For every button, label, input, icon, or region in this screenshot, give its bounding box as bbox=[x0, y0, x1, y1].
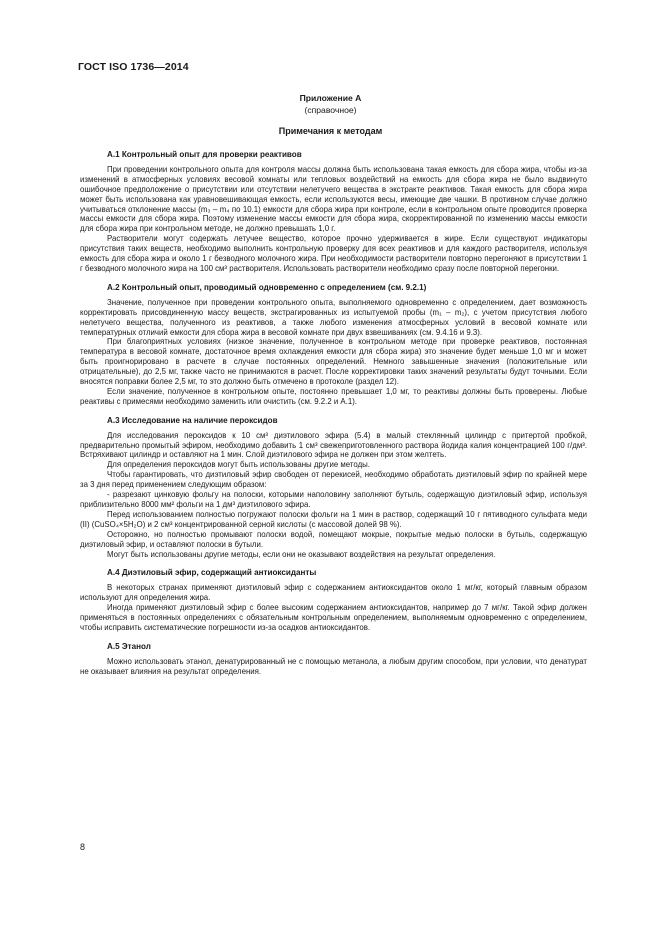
section-heading-a4: А.4 Диэтиловый эфир, содержащий антиоксиданты bbox=[107, 568, 317, 578]
section-heading-a5: А.5 Этанол bbox=[107, 641, 151, 651]
paragraph: Осторожно, но полностью промывают полоски водой, помещают мокрые, покрытые медью полоски в бутыль, содержащую диэтиловый эфир, и оставляют полоски в бутыли. bbox=[80, 529, 587, 549]
annex-title: Приложение А bbox=[299, 93, 362, 103]
paragraph: Значение, полученное при проведении контрольного опыта, выполняемого одновременно с определением, дает возможность корректировать присовдиненную массу веществ, экстрагированных из испытуемой пробы (m₁ – m₂), с учетом присутствия любого нелетучего вещества, полученного из реактивов, а также любого изменения атмосферных условий в весовой комнате или температурных отличий емкости для сбора жира в весовой комнате при двух взвешиваниях (см. 9.4.16 и 9.3). bbox=[80, 297, 587, 337]
paragraph: Могут быть использованы другие методы, если они не оказывают воздействия на результат определения. bbox=[107, 549, 496, 559]
paragraph: В некоторых странах применяют диэтиловый эфир с содержанием антиоксидантов около 1 мг/кг, который главным образом используют для определения жира. bbox=[80, 583, 587, 603]
page-number: 8 bbox=[80, 842, 86, 852]
paragraph: - разрезают цинковую фольгу на полоски, которыми наполовину заполняют бутыль, содержащую диэтиловый эфир, используя приблизительно 8000 мм² фольги на 1 дм³ диэтилового эфира. bbox=[80, 490, 587, 509]
paragraph: При благоприятных условиях (низкое значение, полученное в контрольном методе при проверке реактивов, постоянная температура в весовой комнате, достаточное время охлаждения емкости для сбора жира) это значение будет меньше 1,0 мг и может быть проигнорировано в расчете в случае постоянных определений. Немного завышенные значения (положительные или отрицательные), до 2,5 мг, также часто не принимаются в расчет. После корректировки таких значений результаты будут точными. Если вносятся поправки более 2,5 мг, то это должно быть отмечено в протоколе (раздел 12). bbox=[80, 337, 587, 387]
document-header: ГОСТ ISO 1736—2014 bbox=[78, 61, 189, 73]
paragraph: Можно использовать этанол, денатурированный не с помощью метанола, а любым другим способом, при условии, что денатурат не оказывает влияния на результат определения. bbox=[80, 656, 587, 676]
annex-heading: Примечания к методам bbox=[278, 126, 383, 136]
paragraph: Для определения пероксидов могут быть использованы другие методы. bbox=[107, 460, 370, 470]
paragraph: Перед использованием полностью погружают полоски фольги на 1 мин в раствор, содержащий 10 г пятиводного сульфата меди (II) (CuSO₄×5H₂O) и 2 см³ концентрированной серной кислоты (с массовой долей 98 %). bbox=[80, 509, 587, 529]
section-heading-a2: А.2 Контрольный опыт, проводимый одновременно с определением (см. 9.2.1) bbox=[107, 282, 427, 292]
annex-subtitle: (справочное) bbox=[304, 105, 357, 115]
paragraph: Если значение, полученное в контрольном опыте, постоянно превышает 1,0 мг, то реактивы должны быть проверены. Любые реактивы с примесями необходимо заменить или очистить (см. 9.2.2 и А.1). bbox=[80, 386, 587, 406]
paragraph: Растворители могут содержать летучее вещество, которое прочно удерживается в жире. Если существуют индикаторы присутствия таких веществ, необходимо выполнить контрольную проверку для всех реактивов и для каждого растворителя, используя емкость для сбора жира и около 1 г безводного молочного жира. При необходимости растворители повторно перегоняют в присутствии 1 г безводного молочного жира на 100 см³ растворителя. Использовать растворители необходимо сразу после повторной перегонки. bbox=[80, 234, 587, 273]
paragraph: При проведении контрольного опыта для контроля массы должна быть использована такая емкость для сбора жира, чтобы из-за изменений в атмосферных условиях весовой комнаты или тепловых воздействий на емкость для сбора жира не было выдвинуто ошибочное предположение о присутствии или отсутствии нелетучего вещества в экстракте реактивов. Такая емкость для сбора жира может быть использована как уравновешивающая емкость, если используются весы, имеющие две чашки. В противном случае должно учитываться отклонение массы (m₃ – m₄ по 10.1) емкости для сбора жира при контроле, если в контрольном опыте проводится проверка массы емкости для сбора жира. Поэтому изменение массы емкости для сбора жира, скорректированной по изменению массы емкости для сбора жира при контрольном методе, не должно превышать 1,0 г. bbox=[80, 164, 587, 234]
section-heading-a3: А.3 Исследование на наличие пероксидов bbox=[107, 415, 278, 425]
document-body bbox=[80, 150, 587, 677]
section-heading-a1: А.1 Контрольный опыт для проверки реактивов bbox=[107, 150, 302, 159]
paragraph: Чтобы гарантировать, что диэтиловый эфир свободен от перекисей, необходимо обработать диэтиловый эфир по крайней мере за 3 дня перед применением следующим образом: bbox=[80, 470, 587, 490]
paragraph: Иногда применяют диэтиловый эфир с более высоким содержанием антиоксидантов, например до 7 мг/кг. Такой эфир должен применяться в постоянных определениях с обязательным контрольным определением, выполняемым одновременно с определением, чтобы исправить систематические погрешности из-за осадков антиоксидантов. bbox=[80, 603, 587, 632]
paragraph: Для исследования пероксидов к 10 см³ диэтилового эфира (5.4) в малый стеклянный цилиндр с притертой пробкой, предварительно промытый эфиром, необходимо добавить 1 см³ свежеприготовленного раствора йодида калия концентрацией 100 г/дм³. Встряхивают цилиндр и оставляют на 1 мин. Слой диэтилового эфира не должен при этом желтеть. bbox=[80, 430, 587, 460]
